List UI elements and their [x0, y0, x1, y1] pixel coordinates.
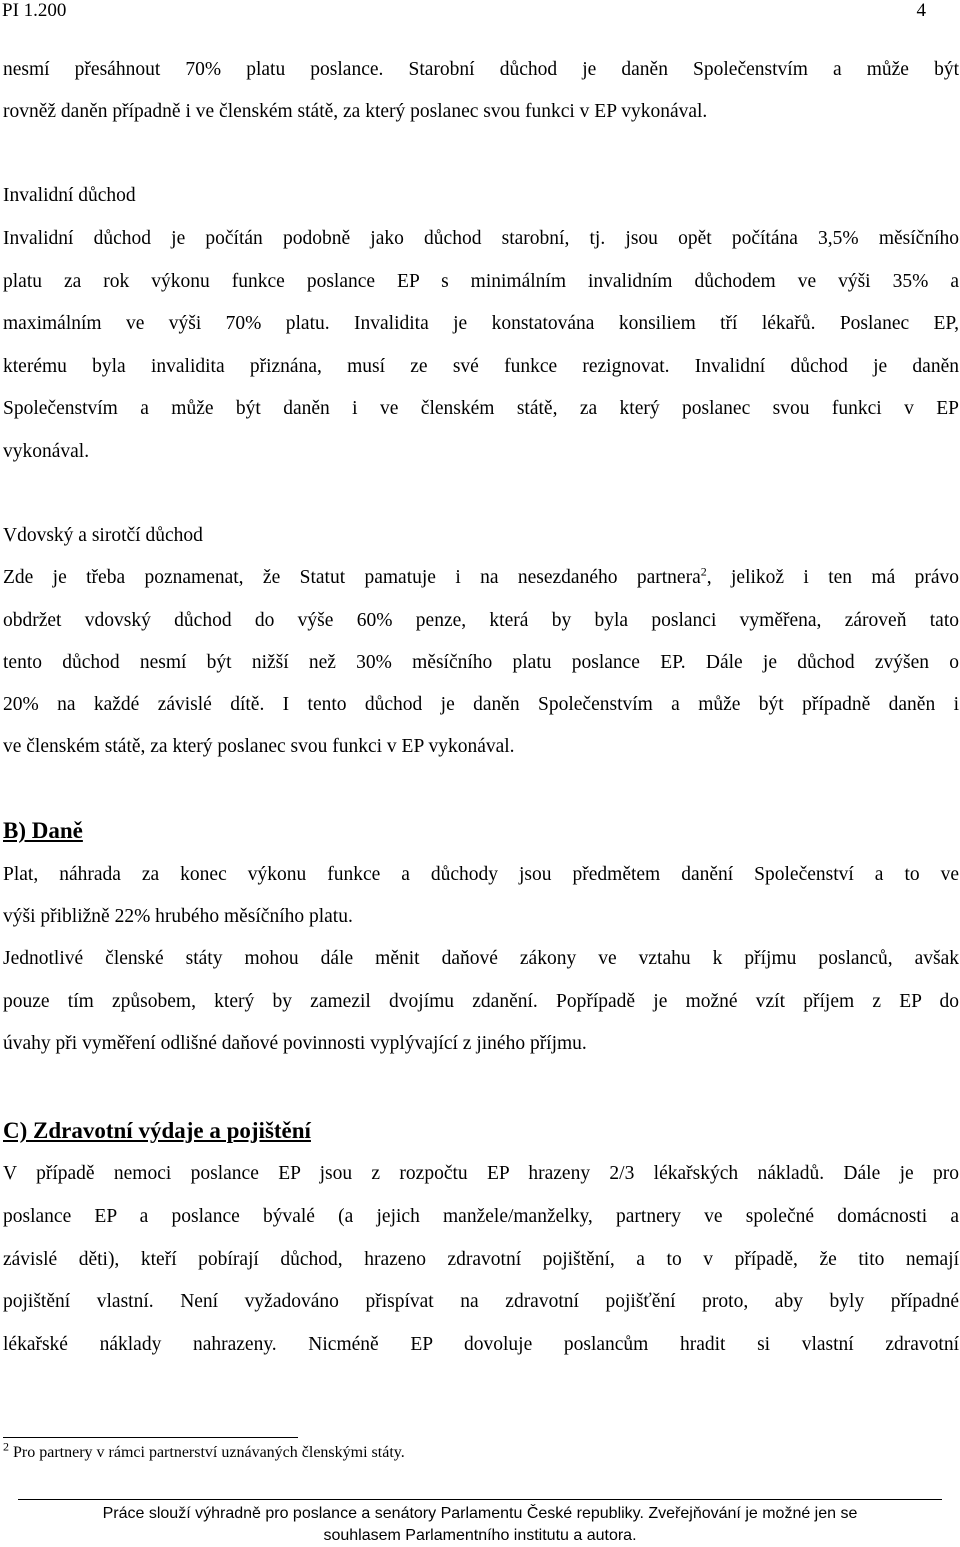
body-line: nesmí přesáhnout 70% platu poslance. Starobní důchod je daněn Společenstvím a může být: [3, 59, 959, 80]
body-line-with-footnote: [3, 566, 959, 590]
body-line: 20% na každé závislé dítě. I tento důchod je daněn Společenstvím a může být případně daněn i: [3, 694, 959, 715]
header-page-number: 4: [916, 0, 926, 21]
body-line: Společenstvím a může být daněn i ve členském státě, za který poslanec svou funkci v EP: [3, 398, 959, 419]
section-heading-taxes: B) Daně: [3, 818, 83, 843]
body-line: pouze tím způsobem, který by zamezil dvojímu zdanění. Popřípadě je možné vzít příjem z EP do: [3, 991, 959, 1012]
footnote-separator: [3, 1437, 298, 1438]
body-line: úvahy při vyměření odlišné daňové povinnosti vyplývající z jiného příjmu.: [3, 1033, 587, 1054]
body-line: obdržet vdovský důchod do výše 60% penze, která by byla poslanci vyměřena, zároveň tato: [3, 610, 959, 631]
text-segment: Zde je třeba poznamenat, že Statut pamatuje i na nesezdaného partnera: [3, 567, 701, 588]
body-line: výši přibližně 22% hrubého měsíčního platu.: [3, 906, 353, 927]
footnote: [3, 1439, 405, 1462]
body-line: maximálním ve výši 70% platu. Invalidita je konstatována konsiliem tří lékařů. Poslanec EP,: [3, 313, 959, 334]
body-line: platu za rok výkonu funkce poslance EP s minimálním invalidním důchodem ve výši 35% a: [3, 271, 959, 292]
body-line: vykonával.: [3, 441, 90, 462]
body-line: lékařské náklady nahrazeny. Nicméně EP dovoluje poslancům hradit si vlastní zdravotní: [3, 1334, 959, 1355]
body-line: pojištění vlastní. Není vyžadováno přispívat na zdravotní pojišťění proto, aby byly případné: [3, 1291, 959, 1312]
body-line: rovněž daněn případně i ve členském státě, za který poslanec svou funkci v EP vykonával.: [3, 101, 708, 122]
body-line: Plat, náhrada za konec výkonu funkce a důchody jsou předmětem danění Společenství a to ve: [3, 864, 959, 885]
footer-line: Práce slouží výhradně pro poslance a senátory Parlamentu České republiky. Zveřejňování je možné jen se: [102, 1505, 858, 1522]
footer-separator: [18, 1499, 942, 1500]
body-line: poslance EP a poslance bývalé (a jejich manžele/manželky, partnery ve společné domácnosti a: [3, 1206, 959, 1227]
section-heading-health: C) Zdravotní výdaje a pojištění: [3, 1118, 311, 1143]
section-heading-widow: Vdovský a sirotčí důchod: [3, 525, 203, 546]
body-line: kterému byla invalidita přiznána, musí ze své funkce rezignovat. Invalidní důchod je daněn: [3, 356, 959, 377]
footnote-text: Pro partnery v rámci partnerství uznávaných členskými státy.: [9, 1444, 405, 1461]
section-heading-invalid: Invalidní důchod: [3, 185, 136, 206]
text-segment: , jelikož i ten má právo: [706, 567, 960, 588]
body-line: Invalidní důchod je počítán podobně jako důchod starobní, tj. jsou opět počítána 3,5% měsíčního: [3, 228, 959, 249]
footnote-reference: 2: [700, 564, 707, 579]
header-document-code: PI 1.200: [2, 0, 67, 21]
body-line: Jednotlivé členské státy mohou dále měnit daňové zákony ve vztahu k příjmu poslanců, avšak: [3, 948, 959, 969]
footer-line: souhlasem Parlamentního institutu a autora.: [323, 1527, 637, 1544]
body-line: ve členském státě, za který poslanec svou funkci v EP vykonával.: [3, 736, 515, 757]
body-line: V případě nemoci poslance EP jsou z rozpočtu EP hrazeny 2/3 lékařských nákladů. Dále je pro: [3, 1163, 959, 1184]
footnote-number: 2: [3, 1439, 9, 1454]
body-line: tento důchod nesmí být nižší než 30% měsíčního platu poslance EP. Dále je důchod zvýšen o: [3, 652, 959, 673]
body-line: závislé děti), kteří pobírají důchod, hrazeno zdravotní pojištění, a to v případě, že tito nemají: [3, 1249, 959, 1270]
